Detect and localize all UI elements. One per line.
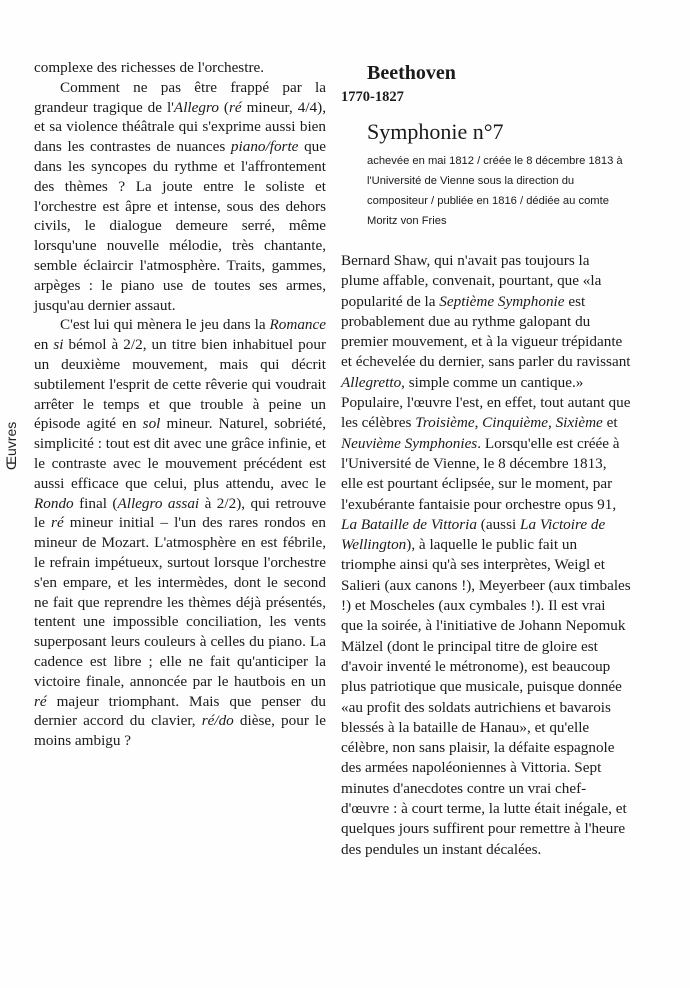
paragraph-2: Comment ne pas être frappé par la grandeur tragique de l'Allegro (ré mineur, 4/4), et sa violence théâtrale qui s'exprime aussi bien dans les contrastes de nuances piano/forte que dans les syncopes du rythme et l'affrontement des thèmes ? La joute entre le soliste et l'orchestre est âpre et intense, sous des dehors civils, le dialogue demeure serré, même lorsqu'une nouvelle mélodie, très chantante, semble éclaircir l'atmosphère. Traits, gammes, arpèges : le piano use de toutes ses armes, jusqu'au dernier assaut. <box>34 78 327 314</box>
work-info: achevée en mai 1812 / créée le 8 décembre 1813 à l'Université de Vienne sous la direction du compositeur / publiée en 1816 / dédiée au comte Moritz von Fries <box>367 155 623 227</box>
composer-name: Beethoven <box>367 62 456 84</box>
side-label: Œuvres <box>3 421 19 470</box>
work-title: Symphonie n°7 <box>367 119 504 144</box>
right-column <box>341 58 631 860</box>
right-paragraph: Bernard Shaw, qui n'avait pas toujours la plume affable, convenait, pourtant, que «la popularité de la Septième Symphonie est probablement due au rythme galopant du premier mouvement, et à la vigueur trépidante et échevelée du dernier, sans parler du ravissant Allegretto, simple comme un cantique.» Populaire, l'œuvre l'est, en effet, tout autant que les célèbres Troisième, Cinquième, Sixième et Neuvième Symphonies. Lorsqu'elle est créée à l'Université de Vienne, le 8 décembre 1813, elle est pourtant éclipsée, sur le moment, par l'exubérante fantaisie pour orchestre opus 91, La Bataille de Vittoria (aussi La Victoire de Wellington), à laquelle le public fait un triomphe ainsi qu'à ses interprètes, Weigl et Salieri (aux canons !), Meyerbeer (aux timbales !) et Moscheles (aux cymbales !). Il est vrai que la soirée, à l'initiative de Johann Nepomuk Mälzel (dont le principal titre de gloire est d'avoir inventé le métronome), est beaucoup plus patriotique que musicale, puisque donnée «au profit des soldats autrichiens et bavarois blessés à la bataille de Hanau», et qu'elle célèbre, non sans plaisir, la défaite espagnole des armées napoléoniennes à Vittoria. Sept minutes d'anecdotes contre un vrai chef-d'œuvre : à court terme, la lutte était inégale, et quelques jours suffirent pour remettre à l'heure des pendules un instant décalées. <box>341 252 631 858</box>
left-column <box>34 58 326 751</box>
composer-dates: 1770-1827 <box>341 89 404 105</box>
paragraph-3: C'est lui qui mènera le jeu dans la Romance en si bémol à 2/2, un titre bien inhabituel pour un deuxième mouvement, mais qui décrit subtilement l'esprit de cette rêverie qui voudrait arrêter le temps et que trouble à peine un épisode agité en sol mineur. Naturel, sobriété, simplicité : tout est dit avec une grâce infinie, et le contraste avec le mouvement précédent est aussi efficace que celui, plus attendu, avec le Rondo final (Allegro assai à 2/2), qui retrouve le ré mineur initial – l'un des rares rondos en mineur de Mozart. L'atmosphère en est fébrile, le refrain impétueux, surtout lorsque l'orchestre s'en empare, et les intermèdes, dont le second ne fait que reprendre les thèmes déjà présentés, tentent une impossible conciliation, les vents superposant leurs couleurs à celles du piano. La cadence est libre ; elle ne fait qu'anticiper la victoire finale, annoncée par le hautbois en un ré majeur triomphant. Mais que penser du dernier accord du clavier, ré/do dièse, pour le moins ambigu ? <box>34 316 326 750</box>
watermark-left <box>0 559 14 652</box>
paragraph-1: complexe des richesses de l'orchestre. <box>34 59 265 76</box>
